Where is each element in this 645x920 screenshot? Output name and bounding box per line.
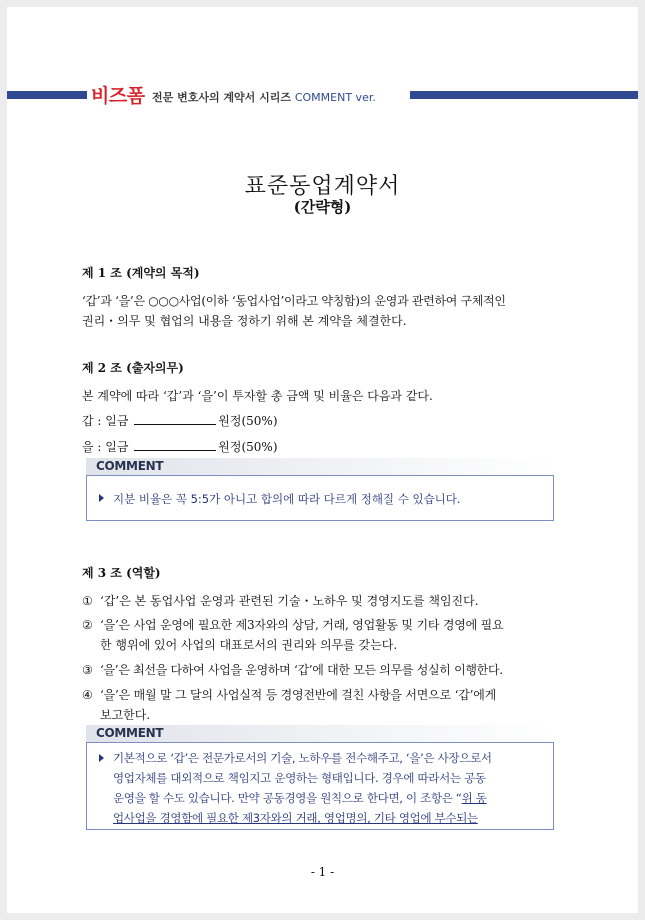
arrow-right-icon [99,754,104,762]
eul-suffix: 원정(50%) [218,440,278,454]
comment-2-box [86,742,554,830]
comment-2-tab [86,725,554,742]
article-3-item-3 [82,661,503,678]
gap-amount-line [82,412,278,429]
item-2-line-1: ‘을’은 사업 운영에 필요한 제3자와의 상담, 거래, 영업활동 및 기타 경영에 필요 [100,618,504,632]
comment-1-tab [86,458,554,475]
comment-2-line-3-underlined: 위 동 [461,791,487,805]
item-3-number: ③ [82,663,93,677]
arrow-right-icon [99,494,104,502]
comment-2-line-4: 업사업을 경영함에 필요한 제3자와의 거래, 영업명의, 기타 영업에 부수되는 [113,811,478,825]
comment-1-text: 지분 비율은 꼭 5:5가 아니고 합의에 따라 다르게 정해질 수 있습니다. [113,492,461,506]
item-2-line-2: 한 행위에 있어 사업의 대표로서의 권리와 의무를 갖는다. [100,638,398,652]
document-page [7,7,638,913]
comment-1-box [86,475,554,521]
document-title: 표준동업계약서 [244,174,401,199]
comment-2-line-3 [113,790,487,806]
article-2-heading: 제 2 조 (출자의무) [82,361,184,375]
eul-amount-line [82,438,278,455]
series-title: 전문 변호사의 계약서 시리즈 [152,91,291,104]
gap-amount-blank [134,414,216,425]
version-label: COMMENT ver. [294,91,376,104]
article-1-line-2: 권리・의무 및 협업의 내용을 정하기 위해 본 계약을 체결한다. [82,314,407,328]
item-4-line-1: ‘을’은 매월 말 그 달의 사업실적 등 경영전반에 걸친 사항을 서면으로 ‘갑’에게 [100,688,496,702]
eul-label: 을 : 일금 [82,440,129,454]
item-1-number: ① [82,594,93,608]
article-3-item-1 [82,592,479,609]
comment-2-line-3-text: 운영을 할 수도 있습니다. 만약 공동경영을 원칙으로 한다면, 이 조항은 “ [113,791,462,805]
item-3-line-1: ‘을’은 최선을 다하여 사업을 운영하며 ‘갑’에 대한 모든 의무를 성실히 이행한다. [100,663,503,677]
gap-suffix: 원정(50%) [218,414,278,428]
article-2-line: 본 계약에 따라 ‘갑’과 ‘을’이 투자할 총 금액 및 비율은 다음과 같다. [82,389,433,403]
article-3-item-2 [82,616,503,633]
item-4-line-2: 보고한다. [100,708,151,722]
header-series [152,89,376,105]
article-3-item-4 [82,686,496,703]
comment-2-line-2: 영업자체를 대외적으로 책임지고 운영하는 형태입니다. 경우에 따라서는 공동 [113,771,486,785]
article-1-line-1: ‘갑’과 ‘을’은 ○○○사업(이하 ‘동업사업’이라고 약칭함)의 운영과 관련하여 구체적인 [82,294,506,308]
item-4-number: ④ [82,688,93,702]
article-1-heading: 제 1 조 (계약의 목적) [82,266,200,280]
header-bar-left [7,91,87,99]
brand-logo: 비즈폼 [91,85,145,107]
header-bar-right [410,91,638,99]
comment-1-label: COMMENT [96,459,164,473]
gap-label: 갑 : 일금 [82,414,129,428]
document-subtitle: (간략형) [293,198,352,216]
page-number: - 1 - [310,865,335,879]
article-3-heading: 제 3 조 (역할) [82,566,161,580]
comment-2-label: COMMENT [96,726,164,740]
comment-2-line-1: 기본적으로 ‘갑’은 전문가로서의 기술, 노하우를 전수해주고, ‘을’은 사장으로서 [113,751,492,765]
item-2-number: ② [82,618,93,632]
item-1-line-1: ‘갑’은 본 동업사업 운영과 관련된 기술・노하우 및 경영지도를 책임진다. [100,594,479,608]
eul-amount-blank [134,440,216,451]
